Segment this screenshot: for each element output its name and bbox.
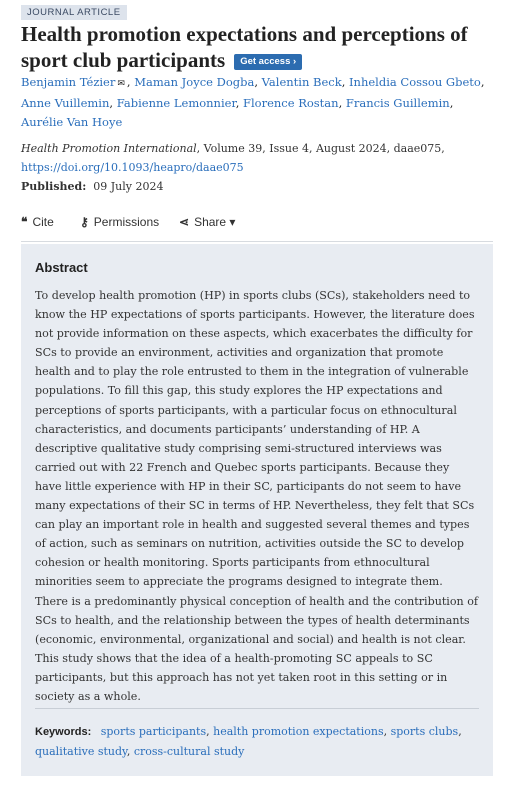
key-icon: ⚷ [80,215,89,229]
cite-button[interactable] [21,213,54,231]
published-line [21,177,491,196]
author-link[interactable]: Valentin Beck [261,75,342,89]
author-list: Benjamin Tézier ✉ , Maman Joyce Dogba, Valentin Beck, Inheldia Cossou Gbeto, Anne Vuillemin, Fabienne Lemonnier, Florence Rostan, Francis Guillemin, Aurélie Van Hoye [21,75,485,129]
issue-details: , Volume 39, Issue 4, August 2024, daae075, [196,142,445,155]
author-link[interactable]: Anne Vuillemin [21,96,110,110]
keyword-link[interactable]: sports clubs [390,725,459,738]
share-button[interactable] [179,213,235,231]
keyword-link[interactable]: qualitative study [35,745,127,758]
article-toolbar [21,211,493,242]
journal-name: Health Promotion International [21,142,197,155]
author-link[interactable]: Francis Guillemin [345,96,450,110]
author-link[interactable]: Florence Rostan [243,96,339,110]
abstract-heading: Abstract [35,260,88,275]
citation-line [21,139,491,158]
divider [35,708,479,709]
share-label: Share ▾ [194,215,236,229]
keyword-link[interactable]: sports participants [100,725,207,738]
abstract-text: To develop health promotion (HP) in sports clubs (SCs), stakeholders need to know the HP expectations of sports participants. However, the literature does not provide information on these aspects, which exacerbates the difficulty for SCs to provide an environment, activities and organization that promote health and to play the role entrusted to them in the integration of vulnerable populations. To fill this gap, this study explores the HP expectations and perceptions of sports participants, with a particular focus on ethnocultural characteristics, and documents participants’ understanding of HP. A descriptive qualitative study comprising semi-structured interviews was carried out with 22 French and Quebec sports participants. Because they have little experience with HP in their SC, participants do not seem to have many expectations of their SC in terms of HP. Nevertheless, they felt that SCs can play an important role in health and suggested several themes and types of action, such as seminars on nutrition, activities outside the SC to develop cohesion or health monitoring. Sports participants from ethnocultural minorities seem to appreciate the programs designed to integrate them. There is a predominantly physical conception of health and the contribution of SCs to health, and the relationship between the types of health determinants (economic, environmental, organizational and social) and health is not clear. This study shows that the idea of a health-promoting SC appeals to SC participants, but this approach has not yet taken root in this setting or in society as a whole. [35,289,478,703]
get-access-button[interactable]: Get access › [234,54,302,70]
published-label: Published: [21,180,87,193]
author-link[interactable]: Maman Joyce Dogba [134,75,255,89]
permissions-button[interactable] [80,213,159,231]
envelope-icon[interactable]: ✉ [117,79,125,89]
published-date: 09 July 2024 [93,180,164,193]
permissions-label: Permissions [93,215,160,229]
keyword-link[interactable]: health promotion expectations [213,725,384,738]
title-text: Health promotion expectations and perceptions of sport club participants [21,22,468,72]
citation-block [21,139,491,196]
abstract-section [21,244,493,776]
quote-icon: ❝ [21,215,28,229]
author-link[interactable]: Benjamin Tézier [21,75,116,89]
keywords-block: Keywords: sports participants, health promotion expectations, sports clubs, qualitative study, cross-cultural study [35,725,462,758]
author-link[interactable]: Inheldia Cossou Gbeto [349,75,481,89]
keywords-label: Keywords: [35,726,92,738]
author-link[interactable]: Fabienne Lemonnier [116,96,236,110]
doi-link[interactable]: https://doi.org/10.1093/heapro/daae075 [21,161,244,174]
share-icon: ⋖ [179,215,190,229]
article-title [21,21,501,73]
author-link[interactable]: Aurélie Van Hoye [21,115,123,129]
article-type-tag: JOURNAL ARTICLE [21,5,127,20]
cite-label: Cite [32,215,54,229]
keyword-link[interactable]: cross-cultural study [133,745,245,758]
